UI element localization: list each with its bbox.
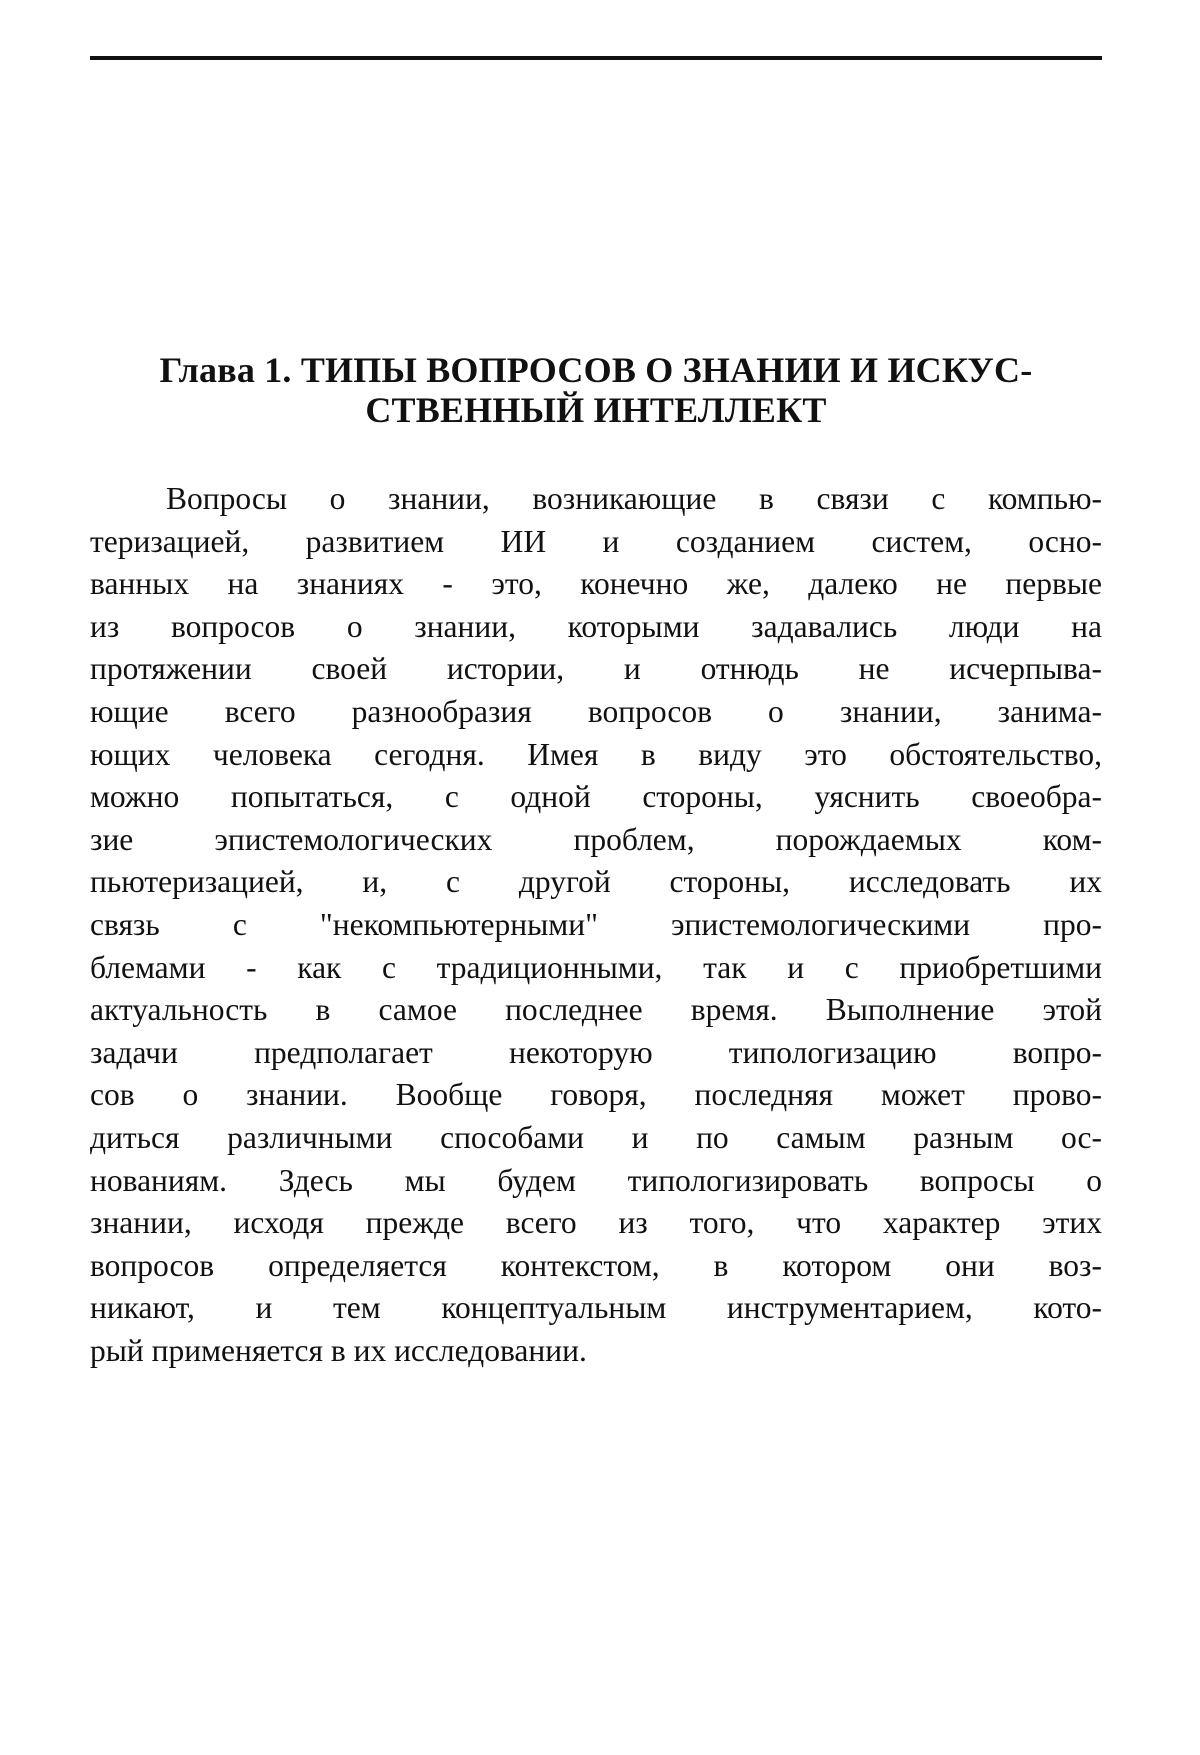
paragraph-line: протяжении своей истории, и отнюдь не исчерпыва-: [90, 651, 1102, 687]
paragraph-line: зие эпистемологических проблем, порождаемых ком-: [90, 821, 1102, 857]
paragraph-line: теризацией, развитием ИИ и созданием систем, осно-: [90, 523, 1102, 559]
paragraph-line: связь с "некомпьютерными" эпистемологическими про-: [90, 906, 1102, 942]
paragraph-line: рый применяется в их исследовании.: [90, 1332, 587, 1368]
paragraph-line: диться различными способами и по самым разным ос-: [90, 1119, 1102, 1155]
body-paragraph: [90, 478, 1102, 1372]
paragraph-line: вопросов определяется контекстом, в котором они воз-: [90, 1247, 1102, 1283]
top-rule: [90, 56, 1102, 60]
paragraph-line: нованиям. Здесь мы будем типологизировать вопросы о: [90, 1162, 1102, 1198]
paragraph-line: ющие всего разнообразия вопросов о знании, занима-: [90, 693, 1102, 729]
paragraph-line: ющих человека сегодня. Имея в виду это обстоятельство,: [90, 736, 1102, 772]
paragraph-line: задачи предполагает некоторую типологизацию вопро-: [90, 1034, 1102, 1070]
paragraph-line: можно попытаться, с одной стороны, уяснить своеобра-: [90, 779, 1102, 815]
paragraph-line: сов о знании. Вообще говоря, последняя может прово-: [90, 1077, 1102, 1113]
paragraph-line: знании, исходя прежде всего из того, что характер этих: [90, 1205, 1102, 1241]
heading-line: Глава 1. ТИПЫ ВОПРОСОВ О ЗНАНИИ И ИСКУС-: [159, 350, 1033, 390]
paragraph-line: Вопросы о знании, возникающие в связи с компью-: [166, 481, 1102, 516]
chapter-heading: [90, 350, 1102, 430]
heading-line: СТВЕННЫЙ ИНТЕЛЛЕКТ: [365, 390, 827, 430]
paragraph-line: пьютеризацией, и, с другой стороны, исследовать их: [90, 864, 1102, 900]
paragraph-line: актуальность в самое последнее время. Выполнение этой: [90, 992, 1102, 1028]
paragraph-line: ванных на знаниях - это, конечно же, далеко не первые: [90, 566, 1102, 602]
paragraph-line: из вопросов о знании, которыми задавались люди на: [90, 608, 1102, 644]
paragraph-line: блемами - как с традиционными, так и с приобретшими: [90, 949, 1102, 985]
paragraph-line: никают, и тем концептуальным инструментарием, кото-: [90, 1290, 1102, 1326]
